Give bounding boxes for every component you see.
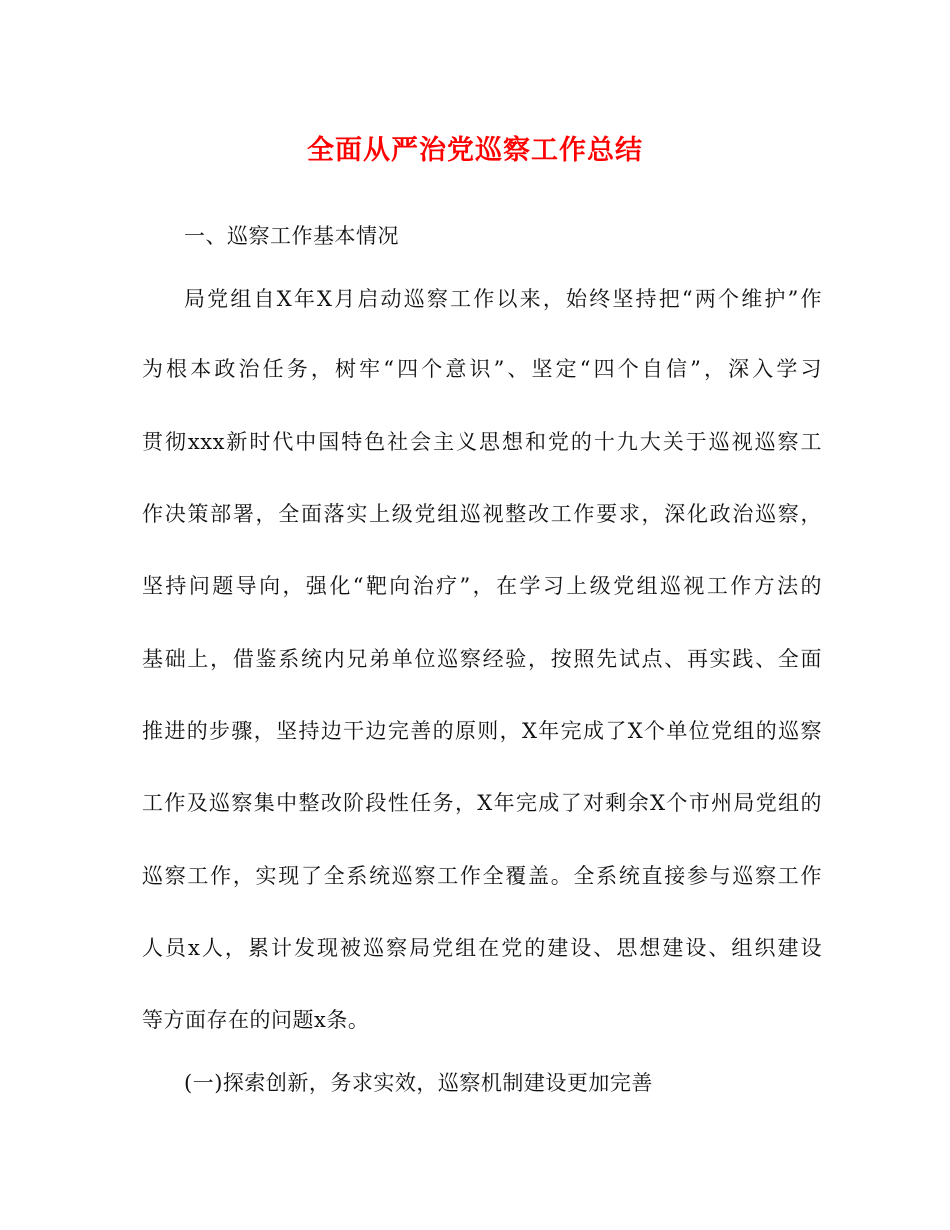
paragraph-line: 等方面存在的问题x条。 — [142, 1008, 370, 1032]
subsection-heading: (一)探索创新，务求实效，巡察机制建设更加完善 — [184, 1071, 653, 1095]
paragraph-line: 贯彻xxx新时代中国特色社会主义思想和党的十九大关于巡视巡察工 — [142, 430, 822, 454]
document-title: 全面从严治党巡察工作总结 — [307, 135, 643, 166]
paragraph-line: 推进的步骤，坚持边干边完善的原则，X年完成了X个单位党组的巡察 — [142, 719, 822, 743]
paragraph-line: 作决策部署，全面落实上级党组巡视整改工作要求，深化政治巡察， — [142, 502, 822, 526]
paragraph-line: 工作及巡察集中整改阶段性任务，X年完成了对剩余X个市州局党组的 — [142, 791, 822, 815]
paragraph-line: 为根本政治任务，树牢“四个意识”、坚定“四个自信”，深入学习 — [142, 357, 822, 381]
paragraph-line: 坚持问题导向，强化“靶向治疗”，在学习上级党组巡视工作方法的 — [142, 574, 822, 598]
paragraph-line: 人员x人，累计发现被巡察局党组在党的建设、思想建设、组织建设 — [142, 936, 822, 960]
section-heading: 一、巡察工作基本情况 — [184, 224, 399, 248]
paragraph-line: 基础上，借鉴系统内兄弟单位巡察经验，按照先试点、再实践、全面 — [142, 647, 822, 671]
paragraph-line: 巡察工作，实现了全系统巡察工作全覆盖。全系统直接参与巡察工作 — [142, 864, 822, 888]
paragraph-line: 局党组自X年X月启动巡察工作以来，始终坚持把“两个维护”作 — [184, 287, 822, 311]
